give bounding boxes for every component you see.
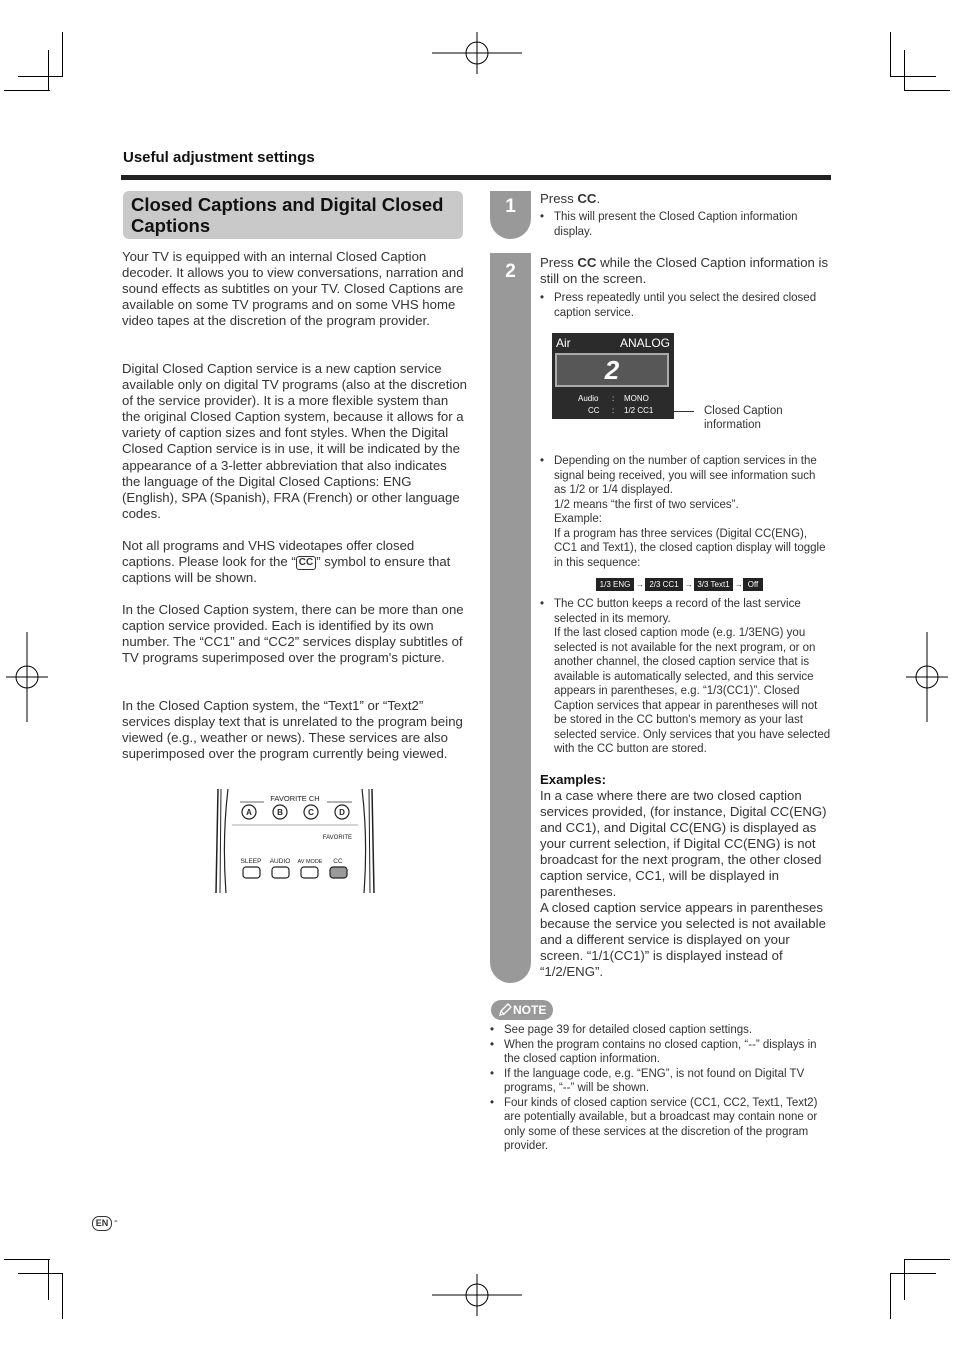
osd-cc-separator: : [612, 406, 615, 415]
osd-source: Air [556, 336, 571, 350]
examples-block [540, 772, 832, 980]
osd-channel-number: 2 [604, 355, 620, 385]
step-1-press-text: Press [540, 191, 578, 206]
step-2-press-text: Press [540, 255, 578, 270]
step-2-bullet-1-text: Press repeatedly until you select the desired closed caption service. [554, 292, 817, 319]
note-item-4-text: Four kinds of closed caption service (CC1, CC2, Text1, Text2) are potentially available, but a broadcast may contain none or only some of these services at the discretion of the program provider. [504, 1096, 818, 1152]
text-services-paragraph: In the Closed Caption system, the “Text1” or “Text2” services display text that is unrelated to the program being viewed (e.g., weather or news). These services are also superimposed over the program currently being viewed. [122, 698, 463, 762]
note-list [490, 1023, 832, 1154]
remote-button-c: C [308, 808, 314, 817]
note-item-2: • When the program contains no closed caption, “--” displays in the closed caption information. [490, 1038, 817, 1065]
note-item-4: • Four kinds of closed caption service (CC1, CC2, Text1, Text2) are potentially available, but a broadcast may contain none or only some of these services at the discretion of the program provider. [490, 1096, 818, 1152]
examples-text-1: In a case where there are two closed caption services provided, (for instance, Digital CC(ENG) and CC1), and Digital CC(ENG) is displayed as your current selection, if Digital CC(ENG) is not broadcast for the next program, the other closed caption service, CC1, will be displayed in parentheses. [540, 788, 827, 899]
osd-cc-label: CC [588, 406, 600, 415]
sequence-item-3: 3/3 Text1 [694, 578, 733, 591]
osd-channel-box [555, 353, 669, 387]
bullet-3-line-2: If the last closed caption mode (e.g. 1/3ENG) you selected is not available for the next program, or on another channel, the closed caption service that is available is automatically selected, and this service appears in parentheses, e.g. “1/3(CC1)”. Closed Caption services that appear in parentheses will not be stored in the CC button's memory as your last selected service. Only services that you have selected with the CC button are stored. [554, 627, 831, 755]
step-1-instruction [540, 191, 835, 207]
note-item-1: • See page 39 for detailed closed caption settings. [490, 1024, 753, 1036]
remote-sleep-label: SLEEP [240, 858, 262, 865]
step-1-marker [490, 191, 531, 239]
bullet-2-line-3: Example: [554, 513, 602, 525]
header-rule [121, 175, 831, 180]
remote-control-illustration [212, 789, 378, 893]
sequence-item-4: Off [743, 578, 763, 591]
step-1-bullet-text: This will present the Closed Caption information display. [554, 211, 798, 238]
registration-mark-top [430, 30, 524, 76]
callout-line [674, 411, 694, 412]
intro-paragraph: Your TV is equipped with an internal Closed Caption decoder. It allows you to view conversations, narration and sound effects as subtitles on your TV. Closed Captions are available on some TV programs and on some VHS home video tapes at the discretion of the program provider. [122, 249, 464, 329]
registration-mark-bottom [430, 1272, 524, 1318]
heading-box [123, 191, 463, 239]
remote-avmode-label: AV MODE [297, 859, 323, 865]
note-badge [491, 1000, 553, 1020]
step-1-bullet: • This will present the Closed Caption information display. [540, 211, 798, 238]
remote-favorite-label: FAVORITE [322, 835, 352, 841]
sequence-item-2: 2/3 CC1 [645, 578, 683, 591]
note-item-1-text: See page 39 for detailed closed caption settings. [504, 1024, 753, 1036]
bullet-2-line-1: Depending on the number of caption services in the signal being received, you will see information such as 1/2 or 1/4 displayed. [554, 455, 817, 496]
cc-services-paragraph: In the Closed Caption system, there can be more than one caption service provided. Each is identified by its own number. The “CC1” and “CC2” services display subtitles of TV programs superimposed over the program's picture. [122, 602, 464, 666]
step-1-period: . [596, 191, 601, 206]
registration-mark-right [904, 630, 950, 724]
step-2-number: 2 [505, 261, 516, 282]
sequence-arrow-1: → [636, 580, 644, 589]
osd-cc-value: 1/2 CC1 [624, 406, 654, 415]
note-item-2-text: When the program contains no closed caption, “--” displays in the closed caption information. [504, 1038, 817, 1065]
digital-cc-paragraph: Digital Closed Caption service is a new caption service available only on digital TV programs (also at the discretion of the service provider). It is a more flexible system than the original Closed Caption system, because it allows for a variety of caption sizes and font styles. When the Digital Closed Caption service is in use, it will be indicated by the appearance of a 3-letter abbreviation that also indicates the language of the Digital Closed Captions: ENG (English), SPA (Spanish), FRA (French) or other language codes. [122, 361, 468, 521]
remote-audio-label: AUDIO [269, 858, 291, 865]
bullet-3-line-1: The CC button keeps a record of the last service selected in its memory. [554, 598, 801, 625]
osd-audio-separator: : [612, 394, 615, 403]
cc-symbol-text-after: ” symbol to ensure that captions will be shown. [122, 554, 451, 586]
cc-symbol-icon: CC [296, 556, 316, 570]
osd-audio-value: MONO [624, 394, 649, 403]
note-label: NOTE [513, 1003, 547, 1017]
step-1-number: 1 [505, 196, 516, 217]
remote-button-a: A [246, 808, 252, 817]
step-2-rest-text: while the Closed Caption information is still on the screen. [540, 255, 829, 286]
registration-mark-left [4, 630, 50, 724]
language-badge: EN [92, 1216, 112, 1231]
bullet-2-line-4: If a program has three services (Digital CC(ENG), CC1 and Text1), the closed caption display will toggle in this sequence: [554, 527, 826, 569]
section-title: Useful adjustment settings [123, 149, 315, 166]
osd-audio-label: Audio [578, 394, 599, 403]
remote-button-b: B [277, 808, 283, 817]
cc-symbol-text-before: Not all programs and VHS videotapes offer closed captions. Please look for the “ [122, 538, 415, 570]
step-2-key: CC [577, 255, 597, 270]
step-1-key: CC [577, 191, 597, 206]
remote-cc-label: CC [333, 858, 343, 865]
bullet-2-line-2: 1/2 means “the first of two services”. [554, 498, 739, 511]
note-item-3-text: If the language code, e.g. “ENG”, is not found on Digital TV programs, “--” will be shown. [504, 1067, 805, 1094]
page-number-dash: - [114, 1215, 118, 1227]
step-2-bullet-1: • Press repeatedly until you select the desired closed caption service. [540, 292, 817, 319]
examples-title: Examples: [540, 772, 606, 787]
step-2-marker [490, 253, 531, 983]
cc-symbol-paragraph [122, 538, 467, 586]
sequence-arrow-2: → [685, 580, 693, 589]
sequence-arrow-3: → [735, 580, 743, 589]
sequence-item-1: 1/3 ENG [596, 578, 634, 591]
pencil-icon [497, 1002, 513, 1018]
examples-text-2: A closed caption service appears in parentheses because the service you selected is not available and a different service is displayed on your screen. “1/1(CC1)” is displayed instead of “1/2/ENG”. [540, 900, 826, 979]
remote-favorite-ch-label: FAVORITE CH [270, 794, 320, 803]
osd-mode: ANALOG [619, 336, 670, 350]
step-2-bullet-2: • Depending on the number of caption services in the signal being received, you will see information such as 1/2 or 1/4 displayed. 1/2 means “the first of two services”. Example: If a program has three services (Digital CC(ENG), CC1 and Text1), the closed caption display will toggle in this sequence: [554, 454, 830, 570]
note-item-3: • If the language code, e.g. “ENG”, is not found on Digital TV programs, “--” will be shown. [490, 1067, 805, 1094]
callout-label: Closed Caption information [704, 405, 783, 431]
closed-caption-info-display [552, 333, 674, 419]
step-2-instruction [540, 255, 833, 287]
page-heading: Closed Captions and Digital Closed Captions [131, 194, 444, 236]
step-2-bullet-3: • The CC button keeps a record of the last service selected in its memory. If the last closed caption mode (e.g. 1/3ENG) you selected is not available for the next program, or on another channel, the closed caption service that is available is automatically selected, and this service appears in parentheses, e.g. “1/3(CC1)”. Closed Caption services that appear in parentheses will not be stored in the CC button's memory as your last selected service. Only services that you have selected with the CC button are stored. [540, 598, 831, 755]
remote-button-d: D [339, 808, 345, 817]
